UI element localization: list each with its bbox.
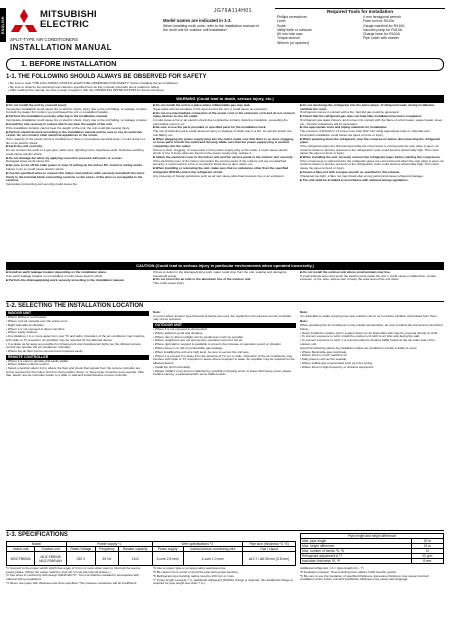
item-heading: ■ Be sure to cut off the main power in case of setting up the indoor P.C. board or wiring works. [6, 163, 143, 168]
item-heading: ■ When pumping down the refrigerant, stop the compressor before disconnecting the refrigerant pipes. [300, 136, 440, 145]
footnotes-left [6, 567, 149, 586]
outdoor-item: • Where neighbours are not annoyed by operation sound or hot air. [153, 338, 243, 343]
footnotes-right [300, 567, 444, 582]
th-wire: Wire specifications *2 [152, 542, 242, 547]
outdoor-item: • Where rain or direct sunlight can be avoided as much as possible. [153, 334, 244, 339]
indoor-item: • Where easily drained. [6, 330, 38, 335]
note3-avoid-item: • Where there is high-frequency or wireless equipment. [300, 364, 375, 369]
document-code: JG79A114H01 [214, 8, 252, 14]
cell-outdoor-1: MUZ-FB50VA [40, 554, 61, 559]
indoor-item: • Where it is not exposed to direct sunshine. [6, 326, 66, 331]
note3-text: When operating the air conditioner in low outside temperature, be sure to follow the instructions described below. [300, 323, 443, 331]
pipe-length-value: 8 mm [411, 559, 443, 564]
location-column-1 [6, 311, 149, 378]
item-text: If an earth leakage breaker is not installed, it could cause electric shock. [6, 273, 104, 278]
th-power-supply: Power supply [152, 547, 183, 552]
outdoor-item: • Where rigid wall or support is available to prevent the increase of operation sound or vibration. [153, 342, 282, 347]
item-heading: ■ Install the unit securely in a place which can bear the weight of the unit. [6, 121, 113, 126]
tool-item: 4 mm hexagonal wrench [363, 15, 402, 19]
item-text: Incomplete installation could cause fire or electric shock, injury due to the unit falling, or leakage of water. [6, 118, 148, 123]
th-frequency: Frequency [95, 547, 118, 552]
item-text: If small animals enter and touch the electric parts inside the unit, it could cause a malfunction, smoke emission, or fire. Also, advise user to keep the area around the unit clean. [300, 273, 436, 282]
item-heading: ■ Do not damage the wires by applying excessive pressure with parts or screws. [6, 155, 123, 160]
item-text: The pressure of R410A is 1.6 times more than R22. Not using appropriate tools or materials and incomplete installation could cause the pipes to burst or injury. [300, 129, 430, 137]
th-gas-liquid: Gas / Liquid [242, 547, 295, 552]
footnote: *1 Connect to the power switch which has a gap of 3 mm or more when open to interrupt the source power phase. (When the power switch is shut off, it must interrupt all phases.) [6, 566, 141, 574]
safety-bullet: • Be sure to observe the warnings and cautions specified here as they include important items related to safety. [8, 84, 160, 89]
th-outdoor: Outdoor unit [35, 547, 67, 552]
item-text: If the installation location cannot bear the weight of the unit, the unit could fall causing injury. [6, 125, 130, 130]
item-text: Any presence of foreign substance such as air can cause abnormal pressure rise or an explosion. [153, 173, 285, 178]
indoor-item: • Where the air filter can be removed and replaced easily. [6, 349, 84, 353]
tool-item: Phillips screwdriver [277, 15, 307, 19]
item-heading: ■ Do not touch the air inlet or the aluminum fins of the outdoor unit. [153, 277, 252, 282]
tool-item: Utility knife or scissors [277, 27, 312, 32]
th-rated: Rated Voltage [66, 547, 95, 552]
item-heading: ■ Do not use intermediate connection of the power cord or the extension cord and do not connect many devices to one AC outlet. [153, 110, 295, 119]
cell-power-supply: 3-core 2.5 mm² [152, 552, 183, 566]
pipe-length-label: Refrigerant adjustment A *7 [301, 554, 412, 559]
pipe-length-value: 10 [411, 549, 443, 554]
pipe-length-label: Max. pipe length [301, 539, 412, 544]
item-heading: ■ Use the specified wires to connect the indoor and outdoor units securely and attach the wires firmly to the terminal block connecting sections so the stress of the wires is not applied to the sections. [6, 171, 145, 183]
item-text: If the refrigerant pipes are disconnected while the compressor is running and the stop valve is open, air could be drawn in and the pressure in the refrigeration cycle could become abnormally high. This could cause the pipes to burst or injury. [300, 144, 439, 156]
item-heading: ■ Perform electrical work according to the installation manual and be sure to use an exclusive circuit. Do not connect other electrical appliances to the circuit. [6, 129, 143, 138]
item-heading: ■ Use appropriate tools and piping materials for installation. [300, 125, 388, 130]
outdoor-item: • When installing the unit at a high level, be sure to secure the unit legs. [153, 350, 250, 354]
item-text: If there is defect in the drainage/piping work, water could drop from the unit, soaking and damaging household goods. [153, 270, 287, 278]
note3-item: • To prevent exposure to wind, install the outdoor unit with its air inlet side facing the wall. [300, 334, 420, 339]
tool-item: 65 mm hole saw [277, 32, 303, 37]
note3-avoid-item: • Salty places such as the seaside. [300, 357, 347, 362]
pipe-length-label: Max. number of bends *5, *6 [301, 549, 412, 554]
th-power: Power supply *1 [66, 542, 152, 547]
models-note-title: Model names are indicated in 1-3. [163, 18, 232, 23]
brand-line2: ELECTRIC [40, 19, 90, 30]
pipe-length-table [300, 533, 444, 564]
specifications-title: 1-3. SPECIFICATIONS [6, 532, 68, 538]
item-text: The use of defective parts could cause an injury or leakage of water due to a fire, an electric shock, the unit falling, etc. [153, 129, 292, 137]
outdoor-item: • Where airflow is good and dustless. [153, 330, 204, 335]
note3-avoid-item: • Where there is much machine oil. [300, 353, 348, 358]
item-heading: ■ Fasten a flare nut with a torque wrench as specified in this manual. [300, 169, 400, 174]
footnote: *9 Be sure to use the insulation of specified thickness. Excessive thickness may cause incorrect installation of the indoor unit and insufficient thickness may cause dew drippage. [300, 573, 430, 582]
item-text: It could cause a fire or an electric shock due to defective contact, defective insulation, exceeding the permissible current, etc. [153, 118, 288, 126]
location-column-2 [153, 311, 296, 377]
tools-right-list [363, 15, 447, 41]
warning-column-1 [6, 104, 149, 187]
location-column-3 [300, 311, 444, 370]
cell-rated: 230 V [66, 552, 95, 566]
item-text: If the electrical cover of the indoor unit and/or the service panel of the outdoor unit are not attached securely, it could result in a fire or an electric shock due to dust, water, etc. [153, 158, 287, 167]
pipe-length-row [301, 559, 444, 564]
item-heading: ■ Check that the refrigerant gas does not leak after installation has been completed. [300, 114, 422, 119]
outdoor-item: • Where it is not exposed to strong wind. [153, 326, 208, 331]
remote-item: • Where children cannot touch it. [6, 362, 50, 367]
item-text: Do not connect the earth to a gas pipe, water pipe, lightning rod or telephone earth. Defective earthing could cause electric shock. [6, 148, 144, 156]
item-text: If refrigerant gas leaks indoors, and comes into contact with the flame of a fan heater, space heater, stove, etc., harmful substances will be generated. [300, 118, 443, 126]
th-breaker: Breaker capacity [118, 547, 152, 552]
cell-breaker: 16 A [118, 552, 152, 566]
footnotes-middle [153, 567, 296, 586]
caution-column-3 [300, 271, 444, 282]
remote-controller-list [6, 360, 149, 378]
tool-item: Scale [277, 23, 286, 28]
item-heading: ■ Do not install the unit by yourself (user). [6, 103, 68, 107]
item-heading: ■ Do not install the unit in a place where inflammable gas may leak. [153, 103, 251, 107]
outdoor-item: • Where there is no risk of combustible gas leakage. [153, 346, 224, 351]
tool-item: Wrench (or spanner) [277, 40, 310, 45]
tools-left-list [277, 15, 361, 45]
pipe-length-title: Pipe length and height difference [301, 534, 444, 539]
tool-item: Pipe cutter with reamer [363, 36, 399, 41]
tool-item: Flare tool for R410A [363, 19, 395, 24]
outdoor-unit-list [153, 328, 296, 377]
language-tab: ENGLISH [0, 8, 6, 42]
indoor-item: • Where airflow is not blocked. [6, 315, 47, 319]
note1-header: Note: [153, 310, 161, 314]
product-series: SPLIT-TYPE AIR CONDITIONERS [10, 37, 79, 42]
note3-header: Note: [300, 319, 308, 324]
item-text: If the compressor is started before the refrigerant pipes are connected and when the stop valve is open, air could be drawn in and the pressure in the refrigeration cycle could become abnormally high. This could cause the pipes to burst or injury. [300, 158, 444, 170]
item-text: This could cause injury. [153, 281, 185, 286]
pipe-length-value: 30 m [411, 539, 443, 544]
cell-frequency: 50 Hz [95, 552, 118, 566]
item-heading: ■ Do not install the outdoor unit where small animals may live. [300, 270, 391, 274]
outdoor-item: • Please install it in an area not affected by snowfall or blowing snow. In areas with heavy snow, please install a canopy, a pedestal and/or some baffle boards. [153, 368, 292, 377]
note3-avoid-list [300, 351, 444, 370]
warning-bar: WARNING (Could lead to death, serious injury, etc.) [6, 95, 444, 103]
outdoor-item: • Where it is at least 3 m away from the antenna of TV set or radio. Operation of the air conditioner may interfere with radio or TV reception in areas where reception is weak. An amplifier may be required for the affected device. [153, 353, 295, 365]
item-heading: ■ When plugging the power supply plug into the outlet, make sure that there is no dust, clogging, or loose parts in both the outlet and the plug. Make sure that the power supply plug is pushed completely into the outlet. [153, 136, 294, 148]
cell-outdoor-2: MUZ-FB50VAH [39, 558, 62, 563]
pipe-length-label: Max. height difference [301, 544, 412, 549]
item-heading: ■ Perform the installation securely referring to the installation manual. [6, 114, 108, 119]
note3-item: • Never install the outdoor unit in a place where its air inlet/outlet side may be exposed directly to wind. [300, 330, 439, 335]
manual-title: INSTALLATION MANUAL [10, 43, 112, 52]
note3-avoid-item: • Where flammable gas could leak. [300, 349, 347, 354]
pipe-length-value: 15 m [411, 544, 443, 549]
note3-avoid-item: • Where sulfide gas is generated such as a hot spring. [300, 361, 373, 366]
mitsubishi-logo-icon [10, 8, 38, 34]
item-text: If gas leaks and accumulates in the area around the unit, it could cause an explosion. [153, 106, 268, 111]
item-text: If the capacity of the power circuit is insufficient or there is incomplete electrical work, it could result in a fire or an electric shock. [6, 137, 145, 145]
outdoor-item: • Install the unit horizontally. [153, 364, 191, 369]
footnote: *3 Never use pipes with thickness less than specified. The pressure resistance will be insufficient. [6, 580, 138, 585]
item-text: Incomplete installation could cause fire or electric shock, injury due to the unit falling, or leakage of water. Consult the dealer from whom you purchased the unit or a qualified installer. [6, 106, 148, 115]
indoor-unit-list [6, 316, 149, 354]
th-pipe: Pipe size (thickness *3, *4) [242, 542, 295, 547]
divider [6, 301, 444, 302]
specifications-table [6, 541, 296, 566]
item-heading: ■ Do not discharge the refrigerant into the atmosphere. If refrigerant leaks during installation, ventilate the room. [300, 103, 436, 111]
th-indoor: Indoor unit [7, 547, 35, 552]
th-connecting: Indoor/outdoor connecting wire [183, 547, 242, 552]
item-heading: ■ Install an earth leakage breaker depending on the installation place. [6, 270, 107, 274]
indoor-item: • At a distance 1 m or more away from your TV and radio. Operation of the air conditioner may interfere with radio or TV reception. An amplifier may be required for the affected device. [6, 334, 145, 342]
item-text: Failure to do so could cause electric shock. [6, 167, 65, 172]
item-text: Incomplete connecting and securing could cause fire. [6, 181, 78, 186]
safety-bullet: • Be sure to read "THE FOLLOWING SHOULD ALWAYS BE OBSERVED FOR SAFETY" before installing the air conditioner. [8, 81, 179, 85]
note3-list [300, 332, 444, 347]
item-heading: ■ Earth the unit correctly. [6, 144, 43, 149]
safety-title: 1-1. THE FOLLOWING SHOULD ALWAYS BE OBSERVED FOR SAFETY [6, 74, 207, 80]
note2-header: Note: [300, 310, 308, 314]
caution-bar: CAUTION (Could lead to serious injury in particular environments when operated incorrectly.) [6, 262, 444, 270]
caution-column-1 [6, 271, 149, 283]
cell-indoor: MSZ-FB50VA [7, 552, 35, 566]
item-heading: ■ When installing the unit, securely connect the refrigerant pipes before starting the compressor. [300, 155, 441, 160]
footnote: *4 Use a copper pipe or a copper-alloy seamless pipe. [153, 566, 227, 570]
brand-line1: MITSUBISHI [40, 9, 97, 20]
indoor-item: • In a place as far away as possible from fluorescent and incandescent lights (so the infrared remote control can operate the air conditioner normally). [6, 341, 141, 350]
item-heading: ■ The unit shall be installed in accordance with national wiring regulations. [300, 177, 409, 182]
note2-text: It is advisable to make a piping loop near outdoor unit so as to reduce vibration transmitted from there. [300, 313, 438, 318]
pipe-length-value: 20 g/m [411, 554, 443, 559]
tool-item: Vacuum pump for R410A [363, 27, 403, 32]
note3-item: • To prevent exposure to wind, it is recommended to install a baffle board on the air outlet side of the outdoor unit. [300, 338, 435, 346]
remote-item: • Select a position about 1.2 m above the floor and check that signals from the remote controller are surely received by the indoor unit from that position ('beep' or 'beep beep' receiving tone sounds). After that, attach remote controller holder to a pillar or wall and install wireless remote controller. [6, 366, 145, 378]
footnote: *6 Refrigerant pipe bending radius must be 100 mm or more. [153, 573, 235, 578]
caution-column-2 [153, 271, 296, 286]
item-heading: ■ When installing or relocating the unit, make sure that no substance other than the specified refrigerant (R410A) enters the refrigerant circuit. [153, 166, 289, 174]
warning-column-2 [153, 104, 296, 179]
footnote: *7 If pipe length exceeds 7 m, additional refrigerant (R410A) charge is required. (No additional charge is required for pipe length less than 7 m.) [153, 577, 293, 586]
safety-bullet: • After reading this manual, be sure to keep it together with the OPERATING INSTRUCTIONS for future reference. [8, 88, 165, 93]
footnote: *2 Use wires in conformity with design 60245 IEC 57. The unit shall be installed in accordance with national wiring regulations. [6, 573, 139, 581]
note3-tail: Avoid the following places for installation where air conditioner trouble is liable to occur. [300, 345, 418, 350]
cell-outdoor [35, 552, 67, 566]
safety-intro [8, 82, 444, 93]
footnote: *5 Be careful not to crush or bend the pipe during pipe bending. [153, 569, 239, 574]
note1-text: In rooms where inverter type fluorescent lamps are used, the signal from the wireless remote controller may not be received. [153, 313, 292, 322]
location-title: 1-2. SELECTING THE INSTALLATION LOCATION [6, 303, 144, 309]
item-text: If fastened too tight, a flare nut may break after a long period and cause refrigerant leakage. [300, 173, 424, 178]
remote-item: • Where it is easy to operate and easily visible. [6, 358, 69, 363]
models-note-text: When installing multi units, refer to the installation manual of the multi unit for outdoor unit installation. [163, 24, 259, 33]
indoor-item: • Where cool air spreads over the entire room. [6, 318, 69, 323]
cell-connecting: 4-core 1.0 mm² [183, 552, 242, 566]
divider [6, 530, 444, 531]
item-text: Damaged wires could cause fire. [6, 159, 51, 164]
warning-column-3 [300, 104, 444, 182]
tool-item: Torque wrench [277, 36, 300, 41]
tool-item: Charge hose for R410A [363, 32, 400, 37]
indoor-unit-header: INDOOR UNIT [6, 311, 149, 316]
item-heading: ■ Be sure to use the parts provided or specified parts for the installation work. [153, 125, 267, 130]
cell-gas-liquid: ø12.7 / ø6.35 mm (0.8 mm) [242, 552, 295, 566]
item-text: If refrigerant comes in contact with a fire, harmful gas could be generated. [300, 110, 400, 115]
tool-item: Gauge manifold for R410A [363, 23, 405, 28]
tools-title: Required Tools for Installation [326, 9, 394, 14]
item-heading: ■ Attach the electrical cover to the indoor unit and the service panel to the outdoor unit securely. [153, 155, 293, 160]
item-heading: ■ Perform the drainage/piping work securely according to the installation manual. [6, 277, 125, 282]
remote-controller-header: REMOTE CONTROLLER [6, 355, 149, 360]
th-model: Model [7, 542, 67, 547]
footnote: Additional refrigerant = A × (pipe length (m) - 7) [300, 566, 364, 570]
pipe-length-label: Insulation thickness *8, *9 [301, 559, 412, 564]
footnote: *8 Insulation material : Heat resisting foam plastic 0.045 specific gravity [300, 569, 397, 574]
indoor-item: • Rigid wall without vibration. [6, 322, 45, 327]
outdoor-unit-header: OUTDOOR UNIT [153, 323, 296, 328]
tool-item: Level [277, 19, 286, 24]
item-text: If there is dust, clogging, or loose parts on the power supply plug or the outlet, it could cause electric shock or fire. If loose parts are found on the power supply plug, replace it. [153, 147, 288, 156]
section-before-installation: 1. BEFORE INSTALLATION [6, 58, 444, 71]
